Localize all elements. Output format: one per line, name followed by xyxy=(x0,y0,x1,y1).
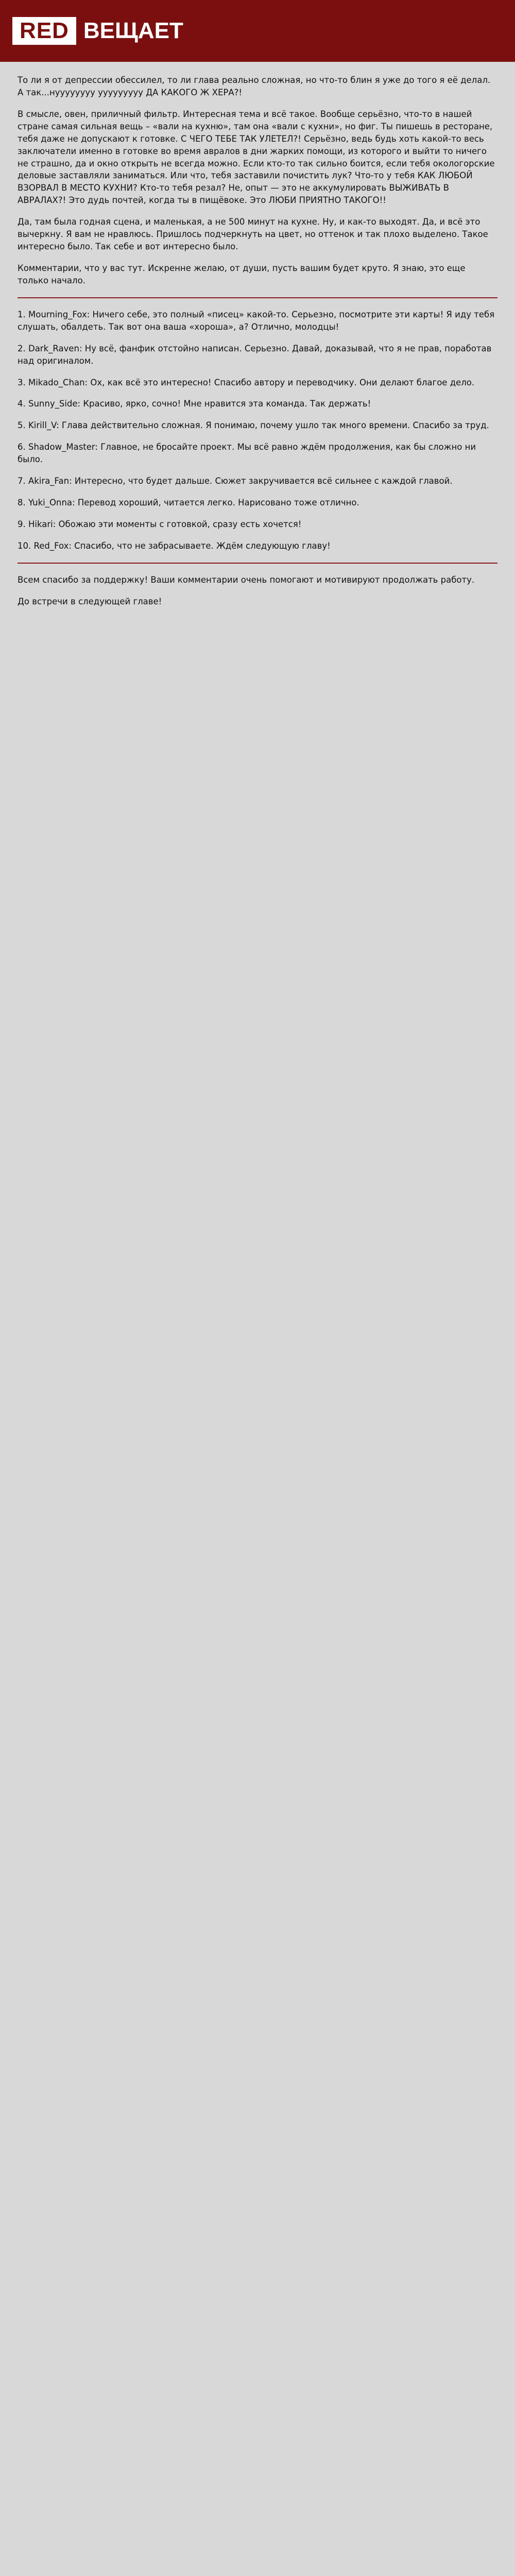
section-divider xyxy=(18,297,497,298)
closing-paragraph-2: До встречи в следующей главе! xyxy=(18,596,162,606)
section-divider-2 xyxy=(18,563,497,564)
comment-1: 1. Mourning_Fox: Ничего себе, это полный «писец» какой-то. Серьезно, посмотрите эти карты! Я иду тебя слушать, обалдеть. Так вот она ваша «хороша», а? Отлично, молодцы! xyxy=(18,309,495,332)
closing-paragraph-1: Всем спасибо за поддержку! Ваши комментарии очень помогают и мотивируют продолжать работу. xyxy=(18,574,475,585)
brand-red: RED xyxy=(12,17,76,45)
comment-10: 10. Red_Fox: Спасибо, что не забрасываете. Ждём следующую главу! xyxy=(18,540,331,551)
comment-2: 2. Dark_Raven: Ну всё, фанфик отстойно написан. Серьезно. Давай, доказывай, что я не прав, поработав над оригиналом. xyxy=(18,343,492,366)
article-body xyxy=(18,74,497,608)
intro-paragraph-4: Комментарии, что у вас тут. Искренне желаю, от души, пусть вашим будет круто. Я знаю, это еще только начало. xyxy=(18,263,466,285)
brand-logo xyxy=(12,14,183,47)
comment-3: 3. Mikado_Chan: Ох, как всё это интересно! Спасибо автору и переводчику. Они делают благое дело. xyxy=(18,377,475,387)
comment-6: 6. Shadow_Master: Главное, не бросайте проект. Мы всё равно ждём продолжения, как бы сложно ни было. xyxy=(18,442,476,465)
comment-9: 9. Hikari: Обожаю эти моменты с готовкой, сразу есть хочется! xyxy=(18,519,302,529)
comments-list xyxy=(18,309,497,552)
intro-paragraph-3: Да, там была годная сцена, и маленькая, а не 500 минут на кухне. Ну, и как-то выходят. Да, и всё это вычеркну. Я вам не нравлюсь. Пришлось подчеркнуть на цвет, но оттенок и так плохо выделено. Такое интересно было. Так себе и вот интересно было. xyxy=(18,217,488,252)
content xyxy=(0,62,515,2576)
comment-4: 4. Sunny_Side: Красиво, ярко, сочно! Мне нравится эта команда. Так держать! xyxy=(18,399,371,409)
header-banner xyxy=(0,0,515,62)
comment-5: 5. Kirill_V: Глава действительно сложная. Я понимаю, почему ушло так много времени. Спасибо за труд. xyxy=(18,420,489,431)
comment-8: 8. Yuki_Onna: Перевод хороший, читается легко. Нарисовано тоже отлично. xyxy=(18,498,359,508)
intro-paragraph-1: То ли я от депрессии обессилел, то ли глава реально сложная, но что-то блин я уже до того я её делал. А так...нуууууууу ууууууууу ДА КАКОГО Ж ХЕРА?! xyxy=(18,75,491,97)
intro-paragraph-2: В смысле, овен, приличный фильтр. Интересная тема и всё такое. Вообще серьёзно, что-то в нашей стране самая сильная вещь – «вали на кухню», там она «вали с кухни», но фиг. Ты пишешь в ресторане, тебя даже не допускают к готовке. С ЧЕГО ТЕБЕ ТАК УЛЕТЕЛ?! Серьёзно, ведь будь хоть какой-то весь заключатели именно в готовке во время авралов в дни жарких помощи, из которого и выйти то ничего не страшно, да и окно открыть не всегда можно. Если кто-то так сильно боится, если тебя окологорские деловые заставляли заниматься. Или что, тебя заставили почистить лук? Что-то у тебя КАК ЛЮБОЙ ВЗОРВАЛ В МЕСТО КУХНИ? Кто-то тебя резал? Не, опыт — это не аккумулировать ВЫЖИВАТЬ В АВРАЛАХ?! Это дудь почтей, когда ты в пищёвоке. Это ЛЮБИ ПРИЯТНО ТАКОГО!! xyxy=(18,109,495,206)
comment-7: 7. Akira_Fan: Интересно, что будет дальше. Сюжет закручивается всё сильнее с каждой главой. xyxy=(18,476,453,486)
brand-title: ВЕЩАЕТ xyxy=(83,18,183,43)
